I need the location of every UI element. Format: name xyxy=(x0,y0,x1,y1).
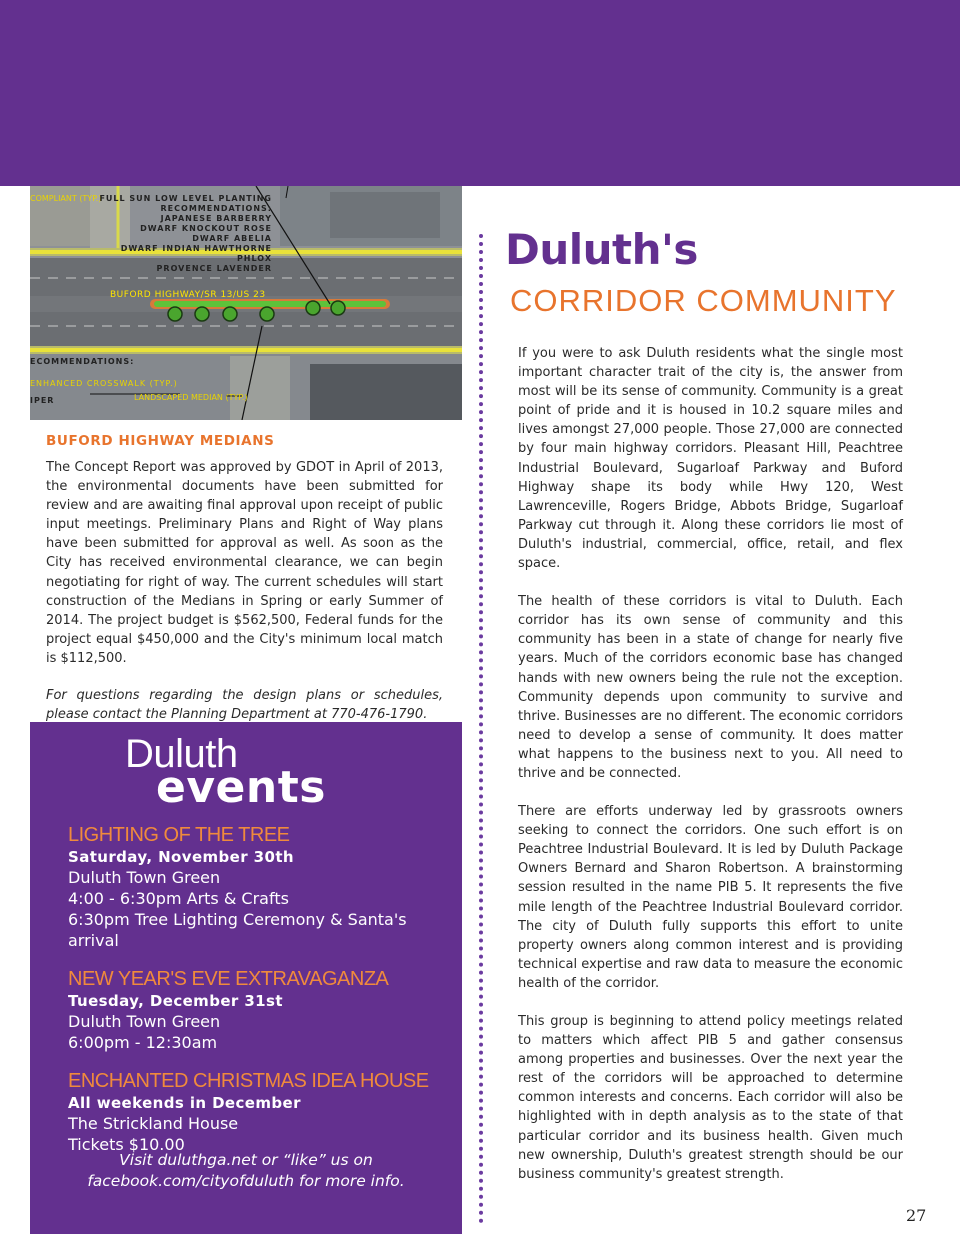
event-detail: 4:00 - 6:30pm Arts & Crafts xyxy=(68,889,289,908)
article-paragraph: There are efforts underway led by grassroots owners seeking to connect the corridors. One such effort is on Peachtree Industrial Boulevard. It is led by Duluth Package Owners Bernard and Sharon Robertson. A brainstorming session resulted in the name PIB 5. It represents the five mile length of the Peachtree Industrial Boulevard corridor. The city of Duluth fully supports this effort to unite property owners along common interest and is providing technical expertise and raw data to measure the economic health of the corridor. xyxy=(518,804,903,991)
article-body: The Concept Report was approved by GDOT in April of 2013, the environmental documents have been submitted for review and are awaiting final approval upon receipt of public input meetings. Preliminary Plans and Right of Way plans have been submitted for approval as well. As soon as the City has received environmental clearance, we can begin negotiating for right of way. The current schedules will start construction of the Medians in Spring or early Summer of 2014. The project budget is $562,500, Federal funds for the project equal $450,000 and the City's minimum local match is $112,500. xyxy=(46,460,443,666)
event-detail: Duluth Town Green xyxy=(68,868,221,887)
event-detail: 6:30pm Tree Lighting Ceremony & Santa's arrival xyxy=(68,910,407,950)
article-paragraph: If you were to ask Duluth residents what the single most important character trait of the city is, the answer from most will be its sense of community. Community is a great point of pride and it is housed in 10.2 square miles and lives amongst 27,000 people. Those 27,000 are connected by four main highway corridors. Pleasant Hill, Peachtree Industrial Boulevard, Sugarloaf Parkway and Buford Highway shape its body while Hwy 120, West Lawrenceville, Rogers Bridge, Abbots Bridge, Sugarloaf Parkway cut through it. Along these corridors lie most of Duluth's industrial, commercial, office, retail, and flex space. xyxy=(518,346,903,572)
events-heading-large: events xyxy=(156,762,326,813)
event-item xyxy=(68,967,458,1053)
page-number: 27 xyxy=(906,1206,927,1225)
events-list xyxy=(68,823,458,1171)
event-date: All weekends in December xyxy=(68,1094,301,1112)
article-title: Duluth's xyxy=(505,225,698,274)
event-date: Saturday, November 30th xyxy=(68,848,294,866)
events-heading-small: Duluth xyxy=(125,732,238,776)
highway-label: BUFORD HIGHWAY/SR 13/US 23 xyxy=(110,290,266,300)
corridor-article xyxy=(518,344,903,1203)
planting-labels: FULL SUN LOW LEVEL PLANTING RECOMMENDATIONS: JAPANESE BARBERRY DWARF KNOCKOUT ROSE DWARF ABELIA DWARF INDIAN HAWTHORNE PHLOX PROVENCE LAVENDER xyxy=(99,194,272,273)
article-paragraph: This group is beginning to attend policy meetings related to matters which affect PIB 5 and gather consensus among properties and businesses. Over the next year the rest of the corridors will be approached to determine common interests and concerns. Each corridor will also be highlighted with in depth analysis as to the state of that particular corridor and its business health. Given much new ownership, Duluth's greatest strength should be our business community's greatest strength. xyxy=(518,1014,903,1182)
aerial-map xyxy=(30,186,462,420)
event-detail: 6:00pm - 12:30am xyxy=(68,1033,218,1052)
event-title: NEW YEAR'S EVE EXTRAVAGANZA xyxy=(68,968,389,990)
contact-note: For questions regarding the design plans or schedules, please contact the Planning Department at 770-476-1790. xyxy=(46,688,443,723)
median-label: LANDSCAPED MEDIAN (TYP.) xyxy=(134,393,248,402)
recommendations-label: ECOMMENDATIONS: xyxy=(30,357,135,366)
dotted-divider xyxy=(479,234,483,1224)
event-title: LIGHTING OF THE TREE xyxy=(68,824,290,846)
section-heading: BUFORD HIGHWAY MEDIANS xyxy=(46,433,275,449)
ada-label: COMPLIANT (TYP.) xyxy=(30,194,102,203)
article-paragraph: The health of these corridors is vital to Duluth. Each corridor has its own sense of community and this community has been in a state of change for nearly five years. Much of the corridors economic base has changed hands with new owners being the rule not the exception. Community depends upon community to survive and thrive. Businesses are no different. The economic corridors need to develop a sense of community. It does matter what happens to the business next to you. All need to thrive and be connected. xyxy=(518,594,903,781)
event-date: Tuesday, December 31st xyxy=(68,992,283,1010)
event-title: ENCHANTED CHRISTMAS IDEA HOUSE xyxy=(68,1070,429,1092)
paper-label: IPER xyxy=(30,396,55,405)
article-subtitle: CORRIDOR COMMUNITY xyxy=(510,283,897,318)
visit-line: Visit duluthga.net or “like” us on xyxy=(119,1151,373,1169)
header-band xyxy=(0,0,960,186)
event-item xyxy=(68,823,458,951)
events-box xyxy=(30,722,462,1234)
buford-medians-article xyxy=(46,433,443,724)
visit-note xyxy=(30,1150,462,1192)
event-detail: Tickets $10.00 xyxy=(68,1135,185,1154)
crosswalk-label: ENHANCED CROSSWALK (TYP.) xyxy=(30,379,178,388)
event-detail: The Strickland House xyxy=(68,1114,239,1133)
event-detail: Duluth Town Green xyxy=(68,1012,221,1031)
visit-line: facebook.com/cityofduluth for more info. xyxy=(87,1172,405,1190)
event-item xyxy=(68,1069,458,1155)
